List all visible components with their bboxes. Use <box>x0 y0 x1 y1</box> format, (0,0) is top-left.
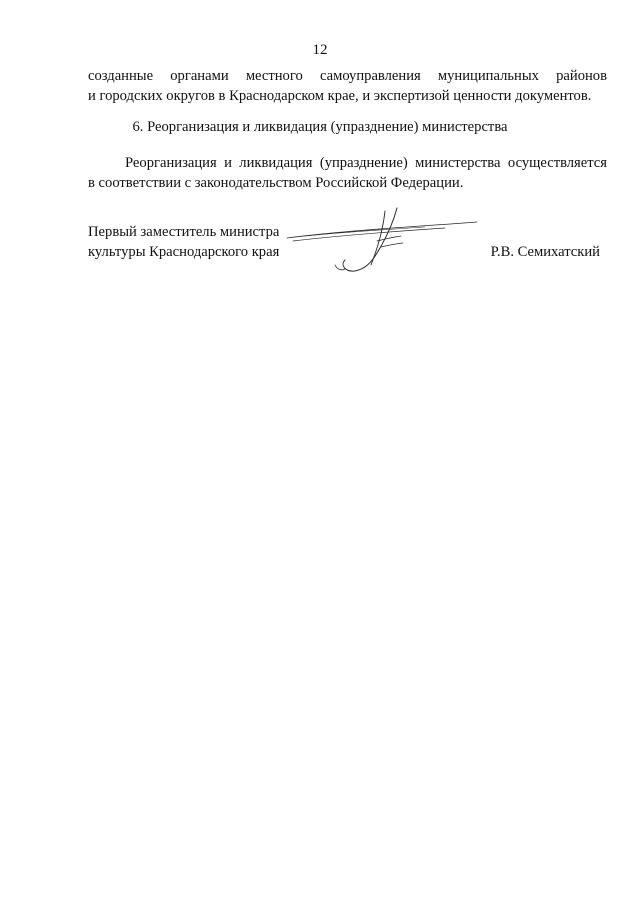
section-paragraph <box>88 153 607 193</box>
page-number: 12 <box>312 42 328 58</box>
signatory-name: Р.В. Семихатский <box>490 244 600 260</box>
paragraph-line: в соответствии с законодательством Российской Федерации. <box>88 175 464 191</box>
handwritten-signature <box>285 205 480 285</box>
section-heading: 6. Реорганизация и ликвидация (упразднение) министерства <box>132 119 508 135</box>
signatory-position <box>88 222 279 262</box>
paragraph-continuation <box>88 66 607 106</box>
position-line: Первый заместитель министра <box>88 224 280 240</box>
position-line: культуры Краснодарского края <box>88 244 280 260</box>
paragraph-line: и городских округов в Краснодарском крае, и экспертизой ценности документов. <box>88 88 592 104</box>
paragraph-line: Реорганизация и ликвидация (упразднение) министерства осуществляется <box>125 155 607 171</box>
paragraph-line: созданные органами местного самоуправления муниципальных районов <box>88 68 607 84</box>
